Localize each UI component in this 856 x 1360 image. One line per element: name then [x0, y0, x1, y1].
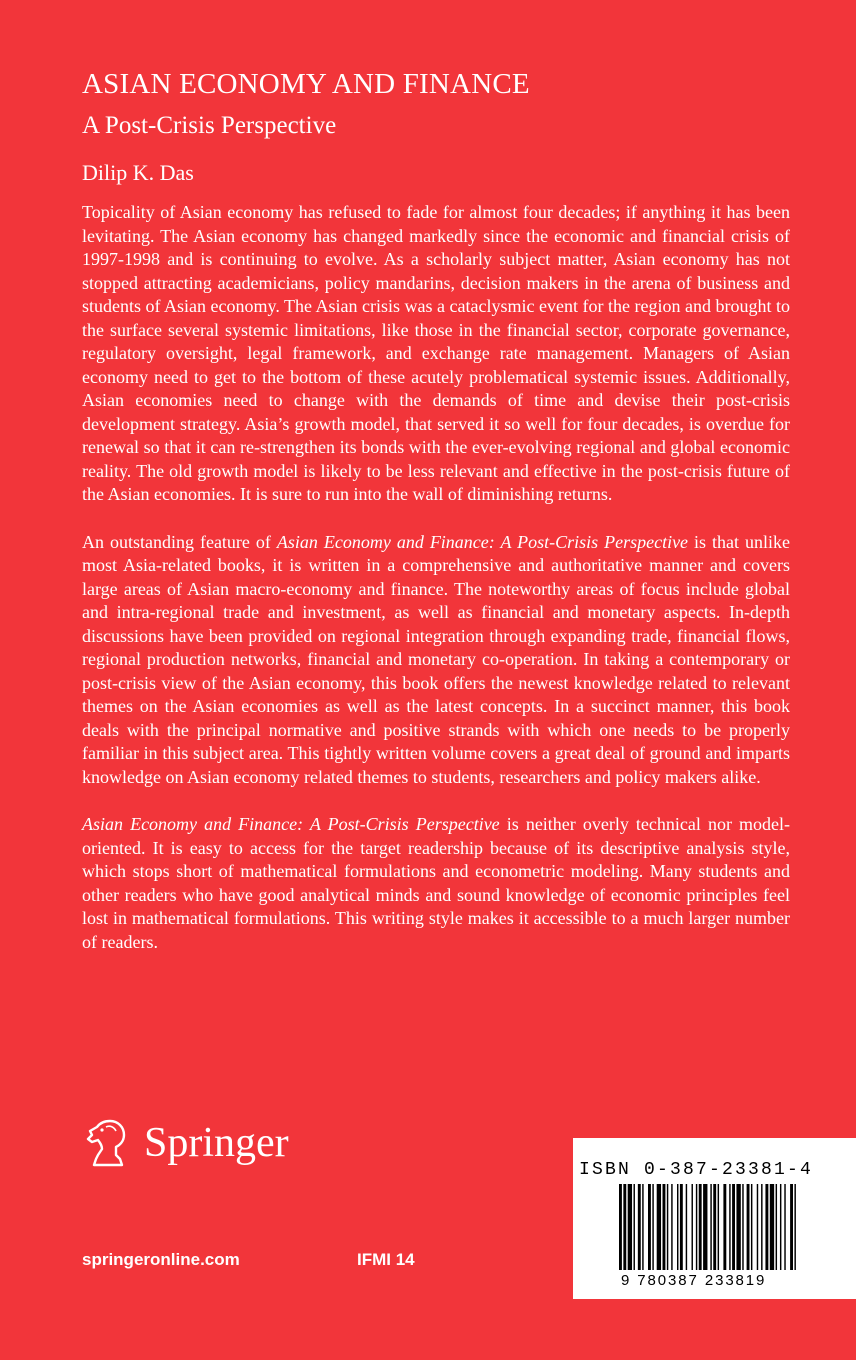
barcode-stripe: [671, 1184, 672, 1270]
blurb-paragraph-3: [82, 813, 790, 954]
barcode-stripe: [648, 1184, 651, 1270]
barcode-stripe: [729, 1184, 730, 1270]
book-title: ASIAN ECONOMY AND FINANCE: [82, 68, 530, 100]
barcode-stripe: [776, 1184, 777, 1270]
barcode-stripe: [790, 1184, 793, 1270]
p2-book-title: Asian Economy and Finance: A Post-Crisis Perspective: [276, 531, 689, 552]
barcode-stripe: [765, 1184, 768, 1270]
barcode-stripe: [638, 1184, 641, 1270]
isbn-barcode-box: [573, 1138, 856, 1299]
book-subtitle: A Post-Crisis Perspective: [82, 112, 337, 139]
barcode-stripe: [703, 1184, 707, 1270]
barcode-stripe: [780, 1184, 781, 1270]
blurb-paragraph-1: Topicality of Asian economy has refused to fade for almost four decades; if anything it has been levitating. The Asian economy has changed markedly since the economic and financial crisis of 1997-1998 and is continuing to evolve. As a scholarly subject matter, Asian economy has not stopped attracting academicians, policy mandarins, decision makers in the arena of business and students of Asian economy. The Asian crisis was a cataclysmic event for the region and brought to the surface several systemic limitations, like those in the financial sector, corporate governance, regulatory oversight, legal framework, and exchange rate management. Managers of Asian economy need to get to the bottom of these acutely problematical systemic issues. Additionally, Asian economies need to change with the demands of time and devise their post-crisis development strategy. Asia’s growth model, that served it so well for four decades, is overdue for renewal so that it can re-strengthen its bonds with the ever-evolving regional and global economic reality. The old growth model is likely to be less relevant and effective in the post-crisis future of the Asian economies. It is sure to run into the wall of diminishing returns.: [82, 202, 790, 504]
barcode-stripe: [757, 1184, 758, 1270]
barcode-stripe: [657, 1184, 661, 1270]
barcode-stripe: [794, 1184, 795, 1270]
p2-lead: An outstanding feature of: [82, 531, 277, 552]
barcode-stripe: [732, 1184, 735, 1270]
barcode-stripe: [723, 1184, 726, 1270]
barcode-stripe: [751, 1184, 752, 1270]
barcode-stripe: [718, 1184, 719, 1270]
p2-rest: is that unlike most Asia-related books, it is written in a comprehensive and authoritative manner and covers large areas of Asian macro-economy and finance. The noteworthy areas of focus include global and intra-regional trade and investment, as well as financial and monetary aspects. In-depth discussions have been provided on regional integration through expanding trade, financial flows, regional production networks, financial and monetary co-operation. In taking a contemporary or post-crisis view of the Asian economy, this book offers the newest knowledge related to relevant themes on the Asian economies as well as the latest concepts. In a succinct manner, this book deals with the principal normative and positive strands with which one needs to be properly familiar in this subject area. This tightly written volume covers a great deal of ground and imparts knowledge on Asian economy related themes to students, researchers and policy makers alike.: [82, 531, 791, 787]
barcode-stripe: [696, 1184, 697, 1270]
author-name: Dilip K. Das: [82, 160, 194, 185]
blurb: [82, 201, 790, 978]
publisher-website: springeronline.com: [82, 1250, 240, 1269]
barcode-stripe: [680, 1184, 683, 1270]
barcode-stripe: [667, 1184, 668, 1270]
barcode-stripe: [747, 1184, 750, 1270]
barcode-stripe: [699, 1184, 702, 1270]
barcode-stripe: [742, 1184, 743, 1270]
p3-rest: is neither overly technical nor model-oriented. It is easy to access for the target readership because of its descriptive analysis style, which stops short of mathematical formulations and econometric modeling. Many students and other readers who have good analytical minds and sound knowledge of economic principles feel lost in mathematical formulations. This writing style makes it accessible to a much larger number of readers.: [82, 814, 790, 952]
barcode-stripe: [634, 1184, 635, 1270]
barcode-stripe: [677, 1184, 678, 1270]
barcode-stripe: [736, 1184, 740, 1270]
knight-horse-icon: [80, 1115, 136, 1171]
barcode-stripe: [761, 1184, 762, 1270]
barcode-stripe: [663, 1184, 666, 1270]
barcode-stripe: [686, 1184, 687, 1270]
barcode-stripe: [770, 1184, 774, 1270]
p3-book-title: Asian Economy and Finance: A Post-Crisis Perspective: [82, 814, 500, 834]
barcode-stripe: [628, 1184, 632, 1270]
barcode-stripe: [692, 1184, 693, 1270]
publisher-name: Springer: [144, 1120, 289, 1166]
barcode-stripe: [642, 1184, 643, 1270]
barcode-stripe: [710, 1184, 711, 1270]
barcode-stripe: [784, 1184, 785, 1270]
ean-digits: 9 780387 233819: [621, 1272, 767, 1289]
barcode-stripe: [623, 1184, 626, 1270]
barcode-stripe: [713, 1184, 716, 1270]
springer-logo: [80, 1115, 289, 1171]
blurb-paragraph-2: [82, 531, 790, 790]
isbn-label: ISBN 0-387-23381-4: [579, 1160, 814, 1180]
barcode: [619, 1184, 843, 1270]
barcode-stripe: [652, 1184, 653, 1270]
series-code: IFMI 14: [357, 1250, 415, 1269]
barcode-stripe: [619, 1184, 622, 1270]
